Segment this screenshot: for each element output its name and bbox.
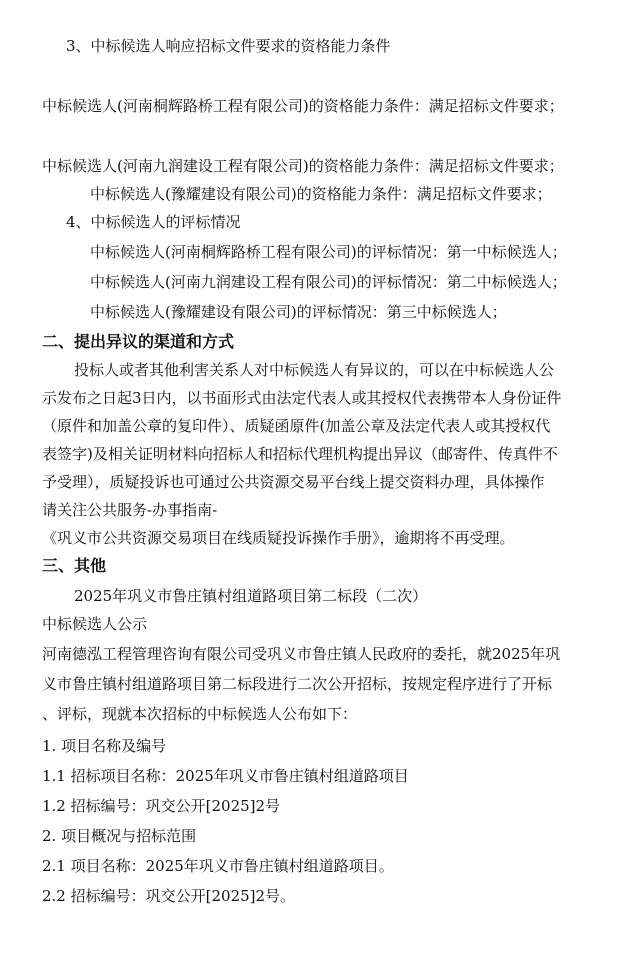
objection-para-line-4: 表签字)及相关证明材料向招标人和招标代理机构提出异议（邮寄件、传真件不 (42, 445, 558, 463)
evaluation-line-3: 中标候选人(豫耀建设有限公司)的评标情况：第三中标候选人； (90, 303, 507, 321)
qualification-line-2: 中标候选人(河南九润建设工程有限公司)的资格能力条件：满足招标文件要求； (42, 157, 564, 175)
project-title: 2025年巩义市鲁庄镇村组道路项目第二标段（二次） (74, 587, 428, 605)
item-2-2: 2.2 招标编号：巩交公开[2025]2号。 (42, 887, 296, 905)
item-2-heading: 2. 项目概况与招标范围 (42, 827, 197, 845)
section-heading-other: 三、其他 (42, 556, 107, 575)
objection-para-line-7: 《巩义市公共资源交易项目在线质疑投诉操作手册》，逾期将不再受理。 (42, 529, 515, 547)
item-1-heading: 1. 项目名称及编号 (42, 737, 167, 755)
evaluation-line-2: 中标候选人(河南九润建设工程有限公司)的评标情况：第二中标候选人； (90, 273, 567, 291)
evaluation-line-1: 中标候选人(河南桐辉路桥工程有限公司)的评标情况：第一中标候选人； (90, 243, 567, 261)
qualification-line-3: 中标候选人(豫耀建设有限公司)的资格能力条件：满足招标文件要求； (90, 185, 552, 203)
subheading-evaluation: 4、中标候选人的评标情况 (66, 213, 241, 231)
section-heading-objection: 二、提出异议的渠道和方式 (42, 332, 235, 351)
objection-para-line-6: 请关注公共服务-办事指南- (42, 501, 218, 519)
notice-title: 中标候选人公示 (42, 615, 148, 633)
subheading-qualification: 3、中标候选人响应招标文件要求的资格能力条件 (66, 37, 391, 55)
intro-para-line-2: 义市鲁庄镇村组道路项目第二标段进行二次公开招标，按规定程序进行了开标 (42, 675, 553, 693)
item-1-1: 1.1 招标项目名称：2025年巩义市鲁庄镇村组道路项目 (42, 767, 409, 785)
objection-para-line-3: （原件和加盖公章的复印件）、质疑函原件(加盖公章及法定代表人或其授权代 (42, 417, 551, 435)
item-1-2: 1.2 招标编号：巩交公开[2025]2号 (42, 797, 281, 815)
objection-para-line-5: 予受理），质疑投诉也可通过公共资源交易平台线上提交资料办理，具体操作 (42, 473, 545, 491)
item-2-1: 2.1 项目名称：2025年巩义市鲁庄镇村组道路项目。 (42, 857, 394, 875)
objection-para-line-2: 示发布之日起3日内，以书面形式由法定代表人或其授权代表携带本人身份证件 (42, 389, 562, 407)
objection-para-line-1: 投标人或者其他利害关系人对中标候选人有异议的，可以在中标候选人公 (74, 361, 555, 379)
qualification-line-1: 中标候选人(河南桐辉路桥工程有限公司)的资格能力条件：满足招标文件要求； (42, 97, 564, 115)
intro-para-line-1: 河南德泓工程管理咨询有限公司受巩义市鲁庄镇人民政府的委托，就2025年巩 (42, 645, 561, 663)
intro-para-line-3: 、评标，现就本次招标的中标候选人公布如下： (42, 705, 358, 723)
